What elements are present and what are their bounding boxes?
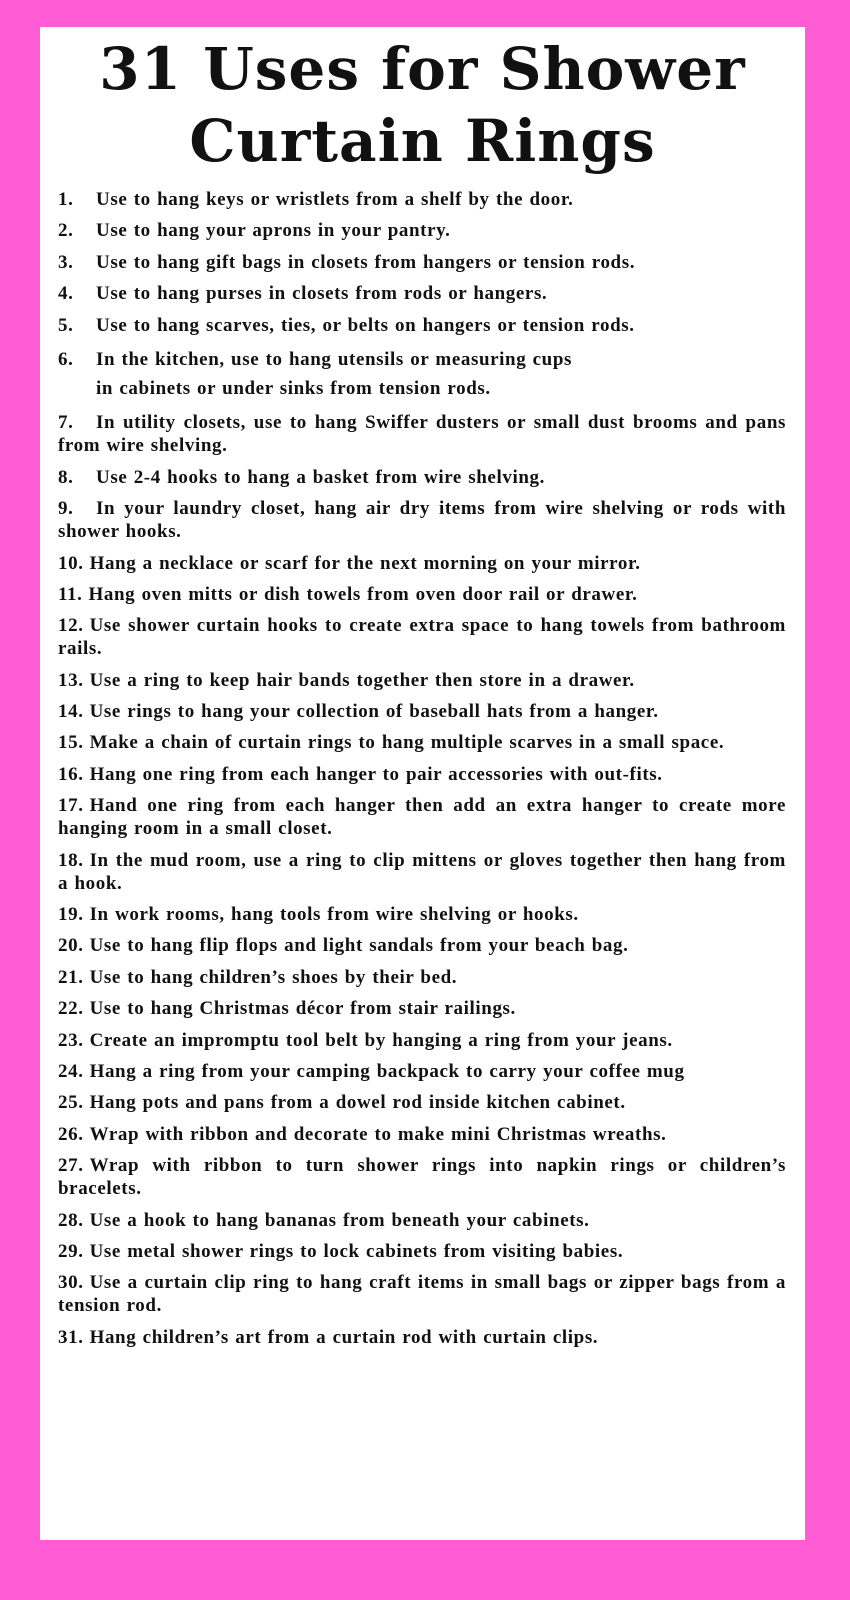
list-item bbox=[58, 1240, 786, 1263]
infographic-card bbox=[40, 27, 805, 1540]
list-item bbox=[58, 552, 786, 575]
list-item bbox=[58, 1209, 786, 1232]
item-text: Make a chain of curtain rings to hang multiple scarves in a small space. bbox=[89, 732, 725, 754]
item-number: 21. bbox=[58, 966, 84, 988]
item-number: 24. bbox=[58, 1060, 84, 1082]
list-item bbox=[58, 1091, 786, 1114]
list-item bbox=[58, 849, 786, 895]
uses-list bbox=[58, 188, 786, 1357]
item-text: In utility closets, use to hang Swiffer dusters or small dust brooms and pans from wire shelving. bbox=[58, 412, 786, 457]
list-item bbox=[58, 731, 786, 754]
list-item bbox=[58, 466, 786, 489]
item-text: Hang a necklace or scarf for the next morning on your mirror. bbox=[89, 552, 641, 574]
list-item bbox=[58, 497, 786, 543]
list-item bbox=[58, 614, 786, 660]
item-number: 4. bbox=[58, 283, 74, 305]
item-text: Use metal shower rings to lock cabinets from visiting babies. bbox=[89, 1240, 624, 1262]
item-number: 26. bbox=[58, 1123, 84, 1145]
item-number: 19. bbox=[58, 904, 84, 926]
list-item bbox=[58, 1326, 786, 1349]
list-item bbox=[58, 966, 786, 989]
list-item bbox=[58, 583, 786, 606]
list-item bbox=[58, 314, 786, 337]
list-item bbox=[58, 700, 786, 723]
item-text: Use to hang keys or wristlets from a shelf by the door. bbox=[96, 189, 574, 210]
item-number: 31. bbox=[58, 1326, 84, 1348]
list-item bbox=[58, 1123, 786, 1146]
item-text: Wrap with ribbon and decorate to make mini Christmas wreaths. bbox=[89, 1123, 667, 1145]
page-title bbox=[40, 33, 805, 177]
item-text: Use a curtain clip ring to hang craft items in small bags or zipper bags from a tension rod. bbox=[58, 1272, 786, 1317]
list-item bbox=[58, 934, 786, 957]
item-number: 2. bbox=[58, 220, 74, 242]
list-item bbox=[58, 345, 786, 403]
item-number: 13. bbox=[58, 669, 84, 691]
item-number: 23. bbox=[58, 1029, 84, 1051]
item-text: Use a hook to hang bananas from beneath your cabinets. bbox=[89, 1209, 590, 1231]
list-item bbox=[58, 411, 786, 457]
item-text: Hang a ring from your camping backpack to carry your coffee mug bbox=[89, 1060, 685, 1082]
item-number: 17. bbox=[58, 795, 84, 817]
item-text: Use shower curtain hooks to create extra space to hang towels from bathroom rails. bbox=[58, 615, 786, 660]
item-number: 10. bbox=[58, 552, 84, 574]
list-item bbox=[58, 997, 786, 1020]
item-number: 29. bbox=[58, 1240, 84, 1262]
item-number: 9. bbox=[58, 498, 74, 520]
item-text: In work rooms, hang tools from wire shelving or hooks. bbox=[89, 904, 579, 926]
item-number: 14. bbox=[58, 701, 84, 723]
item-number: 16. bbox=[58, 763, 84, 785]
item-text: Use rings to hang your collection of baseball hats from a hanger. bbox=[89, 701, 659, 723]
item-text: Use to hang gift bags in closets from hangers or tension rods. bbox=[96, 251, 636, 273]
item-text-continued: in cabinets or under sinks from tension rods. bbox=[96, 377, 491, 399]
item-number: 20. bbox=[58, 935, 84, 957]
item-number: 28. bbox=[58, 1209, 84, 1231]
list-item bbox=[58, 251, 786, 274]
item-number: 30. bbox=[58, 1272, 84, 1294]
list-item bbox=[58, 1029, 786, 1052]
item-text: Use to hang flip flops and light sandals from your beach bag. bbox=[89, 935, 629, 957]
item-text: Use 2-4 hooks to hang a basket from wire shelving. bbox=[96, 466, 545, 488]
item-number: 22. bbox=[58, 998, 84, 1020]
item-text: Wrap with ribbon to turn shower rings into napkin rings or children’s bracelets. bbox=[58, 1155, 786, 1200]
item-number: 6. bbox=[58, 348, 74, 370]
list-item bbox=[58, 188, 786, 211]
list-item bbox=[58, 794, 786, 840]
item-text: Hang pots and pans from a dowel rod inside kitchen cabinet. bbox=[89, 1092, 626, 1114]
list-item bbox=[58, 219, 786, 242]
list-item bbox=[58, 1060, 786, 1083]
item-number: 18. bbox=[58, 849, 84, 871]
item-text: Hang one ring from each hanger to pair accessories with out-fits. bbox=[89, 763, 663, 785]
item-text: Hang oven mitts or dish towels from oven door rail or drawer. bbox=[88, 583, 638, 605]
item-number: 5. bbox=[58, 314, 74, 336]
item-number: 7. bbox=[58, 412, 74, 434]
item-text: Hang children’s art from a curtain rod with curtain clips. bbox=[89, 1326, 599, 1348]
item-text: In the kitchen, use to hang utensils or measuring cups bbox=[96, 348, 573, 370]
list-item bbox=[58, 903, 786, 926]
item-text: In your laundry closet, hang air dry items from wire shelving or rods with shower hooks. bbox=[58, 498, 786, 543]
item-text: Use to hang scarves, ties, or belts on hangers or tension rods. bbox=[96, 314, 635, 336]
item-text: Hand one ring from each hanger then add an extra hanger to create more hanging room in a small closet. bbox=[58, 795, 786, 840]
list-item bbox=[58, 763, 786, 786]
list-item bbox=[58, 282, 786, 305]
item-number: 1. bbox=[58, 189, 74, 210]
item-text: Use to hang children’s shoes by their bed. bbox=[89, 966, 458, 988]
item-text: Use a ring to keep hair bands together then store in a drawer. bbox=[89, 669, 635, 691]
item-text: In the mud room, use a ring to clip mittens or gloves together then hang from a hook. bbox=[58, 849, 786, 894]
item-text: Use to hang your aprons in your pantry. bbox=[96, 220, 451, 242]
item-number: 15. bbox=[58, 732, 84, 754]
item-number: 8. bbox=[58, 466, 74, 488]
item-number: 3. bbox=[58, 251, 74, 273]
title-line-1: 31 Uses for Shower bbox=[99, 35, 746, 103]
item-number: 27. bbox=[58, 1155, 84, 1177]
list-item bbox=[58, 669, 786, 692]
item-text: Use to hang purses in closets from rods or hangers. bbox=[96, 283, 548, 305]
item-number: 12. bbox=[58, 615, 84, 637]
list-item bbox=[58, 1271, 786, 1317]
item-text: Use to hang Christmas décor from stair railings. bbox=[89, 998, 516, 1020]
title-line-2: Curtain Rings bbox=[189, 107, 656, 175]
item-number: 11. bbox=[58, 583, 83, 605]
item-number: 25. bbox=[58, 1092, 84, 1114]
list-item bbox=[58, 1154, 786, 1200]
item-text: Create an impromptu tool belt by hanging a ring from your jeans. bbox=[89, 1029, 673, 1051]
